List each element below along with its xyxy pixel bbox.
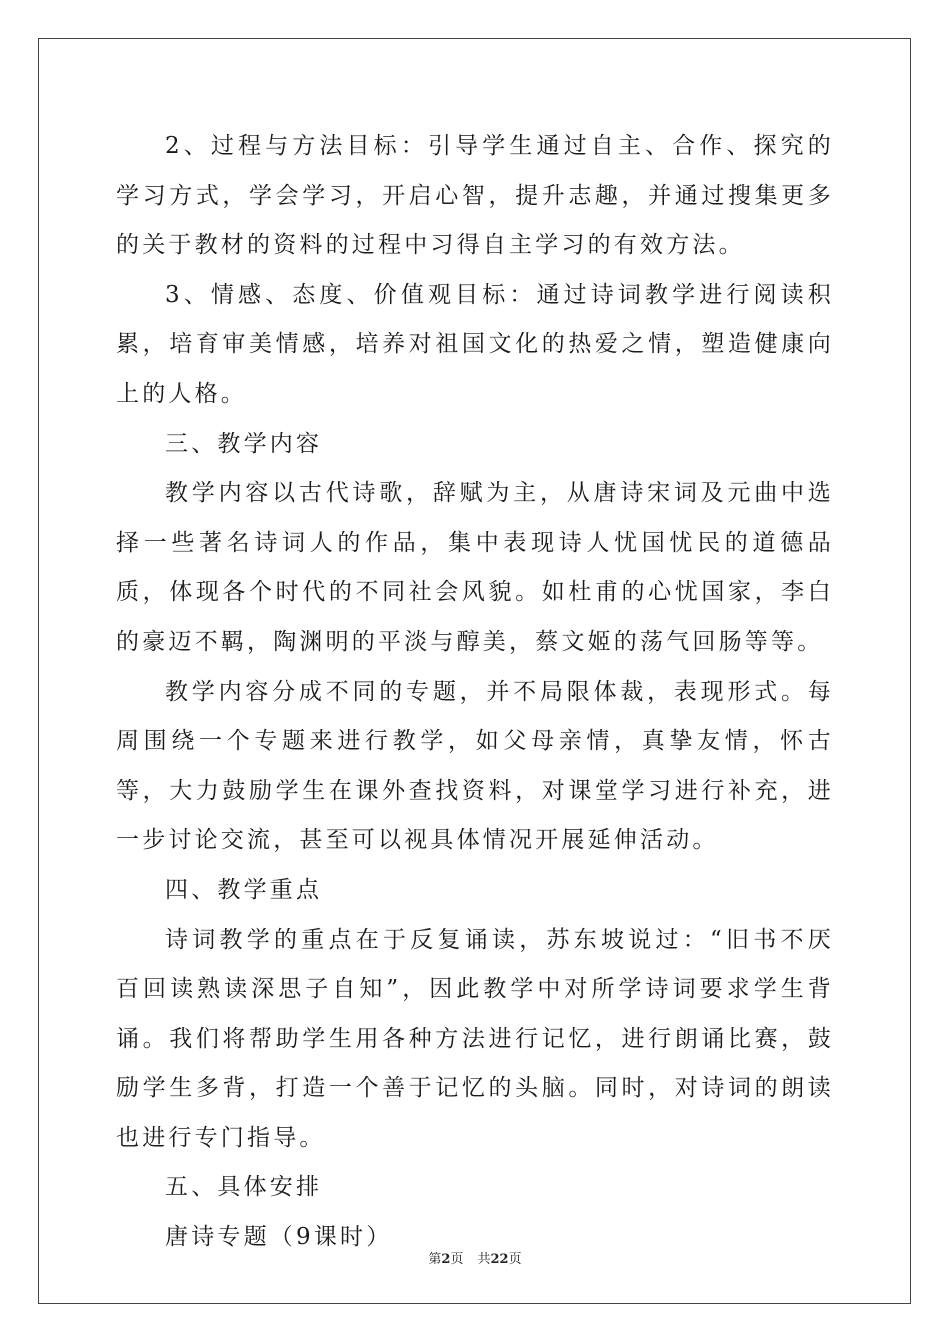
footer-page-number: 2 <box>441 1252 451 1267</box>
paragraph-teaching-topics: 教学内容分成不同的专题，并不局限体裁，表现形式。每周围绕一个专题来进行教学，如父母亲情，真挚友情，怀古等，大力鼓励学生在课外查找资料，对课堂学习进行补充，进一步讨论交流，甚至可以视具体情况开展延伸活动。 <box>116 678 834 854</box>
page-footer <box>0 1248 950 1267</box>
paragraph-process-method-goal: 2、过程与方法目标：引导学生通过自主、合作、探究的学习方式，学会学习，开启心智，提升志趣，并通过搜集更多的关于教材的资料的过程中习得自主学习的有效方法。 <box>116 133 834 259</box>
heading-teaching-content: 三、教学内容 <box>165 430 323 457</box>
paragraph-emotion-attitude-goal: 3、情感、态度、价值观目标：通过诗词教学进行阅读积累，培育审美情感，培养对祖国文化的热爱之情，塑造健康向上的人格。 <box>116 281 834 407</box>
footer-total-suffix: 页 <box>508 1252 522 1267</box>
paragraph-teaching-content: 教学内容以古代诗歌，辞赋为主，从唐诗宋词及元曲中选择一些著名诗词人的作品，集中表现诗人忧国忧民的道德品质，体现各个时代的不同社会风貌。如杜甫的心忧国家，李白的豪迈不羁，陶渊明的平淡与醇美，蔡文姬的荡气回肠等等。 <box>116 480 834 655</box>
paragraph-tang-poetry-topic: 唐诗专题（9课时） <box>165 1224 393 1251</box>
document-body <box>116 122 834 1263</box>
footer-total-pages: 22 <box>490 1252 509 1267</box>
footer-page-suffix: 页 <box>450 1252 464 1267</box>
footer-total-prefix: 共 <box>477 1252 491 1267</box>
heading-teaching-focus: 四、教学重点 <box>165 876 323 903</box>
footer-page-prefix: 第 <box>428 1252 442 1267</box>
paragraph-teaching-focus: 诗词教学的重点在于反复诵读，苏东坡说过：“旧书不厌百回读熟读深思子自知”，因此教学中对所学诗词要求学生背诵。我们将帮助学生用各种方法进行记忆，进行朗诵比赛，鼓励学生多背，打造一个善于记忆的头脑。同时，对诗词的朗读也进行专门指导。 <box>116 926 834 1151</box>
heading-specific-arrangement: 五、具体安排 <box>165 1174 323 1201</box>
